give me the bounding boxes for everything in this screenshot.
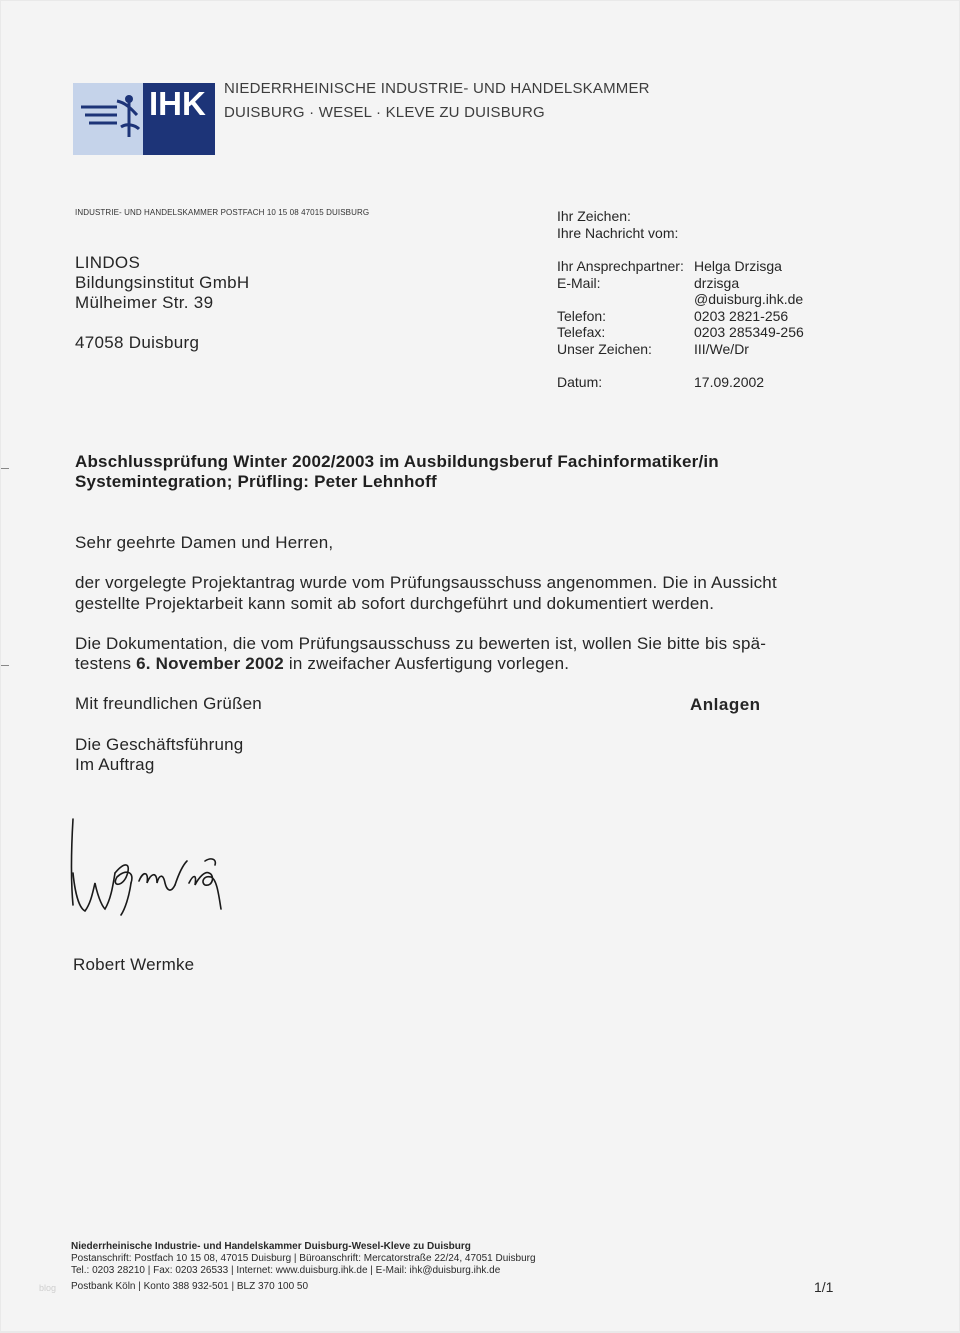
email-value-line1: drzisga <box>694 275 740 291</box>
attachments-label: Anlagen <box>690 695 761 714</box>
org-name-line1: NIEDERRHEINISCHE INDUSTRIE- UND HANDELSKAMMER <box>224 80 650 97</box>
datum-value: 17.09.2002 <box>694 374 765 390</box>
signer-name: Robert Wermke <box>73 955 195 974</box>
ihk-logo-text: IHK <box>149 85 206 122</box>
subject-line2: Systemintegration; Prüfling: Peter Lehnhoff <box>75 472 437 491</box>
handwritten-signature <box>65 813 235 919</box>
telefax-value: 0203 285349-256 <box>694 324 804 340</box>
email-value-line2: @duisburg.ihk.de <box>694 291 804 307</box>
datum-label: Datum: <box>557 374 603 390</box>
sender-address-line: INDUSTRIE- UND HANDELSKAMMER POSTFACH 10 15 08 47015 DUISBURG <box>75 208 370 217</box>
closing: Mit freundlichen Grüßen <box>75 694 262 713</box>
salutation: Sehr geehrte Damen und Herren, <box>75 533 334 552</box>
telefon-label: Telefon: <box>557 308 607 324</box>
paragraph2-pre: testens <box>75 654 137 673</box>
paragraph1-line1: der vorgelegte Projektantrag wurde vom Prüfungsausschuss angenommen. Die in Aussicht <box>75 573 777 592</box>
paragraph2-post: in zweifacher Ausfertigung vorlegen. <box>283 654 570 673</box>
unser-zeichen-label: Unser Zeichen: <box>557 341 652 357</box>
footer-org: Niederrheinische Industrie- und Handelskammer Duisburg-Wesel-Kleve zu Duisburg <box>71 1241 471 1252</box>
ansprechpartner-value: Helga Drzisga <box>694 258 782 274</box>
telefon-value: 0203 2821-256 <box>694 308 789 324</box>
telefax-label: Telefax: <box>557 324 606 340</box>
recipient-company: Bildungsinstitut GmbH <box>75 273 250 292</box>
footer-postal: Postanschrift: Postfach 10 15 08, 47015 Duisburg | Büroanschrift: Mercatorstraße 22/24, 47051 Duisburg <box>71 1253 536 1264</box>
paragraph2-line2 <box>75 654 569 674</box>
watermark: blog <box>39 1283 57 1293</box>
ansprechpartner-label: Ihr Ansprechpartner: <box>557 258 684 274</box>
deadline-date: 6. November 2002 <box>136 654 284 673</box>
email-label: E-Mail: <box>557 275 601 291</box>
fold-mark <box>1 665 9 666</box>
subject-line1: Abschlussprüfung Winter 2002/2003 im Ausbildungsberuf Fachinformatiker/in <box>75 452 719 471</box>
ihk-emblem-icon <box>77 93 149 145</box>
footer-bank: Postbank Köln | Konto 388 932-501 | BLZ 370 100 50 <box>71 1281 309 1292</box>
sign-line1: Die Geschäftsführung <box>75 735 244 754</box>
paragraph2-line1: Die Dokumentation, die vom Prüfungsausschuss zu bewerten ist, wollen Sie bitte bis spä- <box>75 634 767 653</box>
unser-zeichen-value: III/We/Dr <box>694 341 749 357</box>
page-number: 1/1 <box>814 1279 834 1295</box>
paragraph1-line2: gestellte Projektarbeit kann somit ab sofort durchgeführt und dokumentiert werden. <box>75 594 715 613</box>
sign-line2: Im Auftrag <box>75 755 155 774</box>
recipient-city: 47058 Duisburg <box>75 333 200 352</box>
ihre-nachricht-label: Ihre Nachricht vom: <box>557 225 679 241</box>
footer-contact: Tel.: 0203 28210 | Fax: 0203 26533 | Internet: www.duisburg.ihk.de | E-Mail: ihk@duisburg.ihk.de <box>71 1265 501 1276</box>
letter-page <box>1 1 959 1331</box>
fold-mark <box>1 468 9 469</box>
recipient-street: Mülheimer Str. 39 <box>75 293 214 312</box>
ihr-zeichen-label: Ihr Zeichen: <box>557 208 631 224</box>
org-name-line2: DUISBURG · WESEL · KLEVE ZU DUISBURG <box>224 104 545 121</box>
recipient-name: LINDOS <box>75 253 141 272</box>
